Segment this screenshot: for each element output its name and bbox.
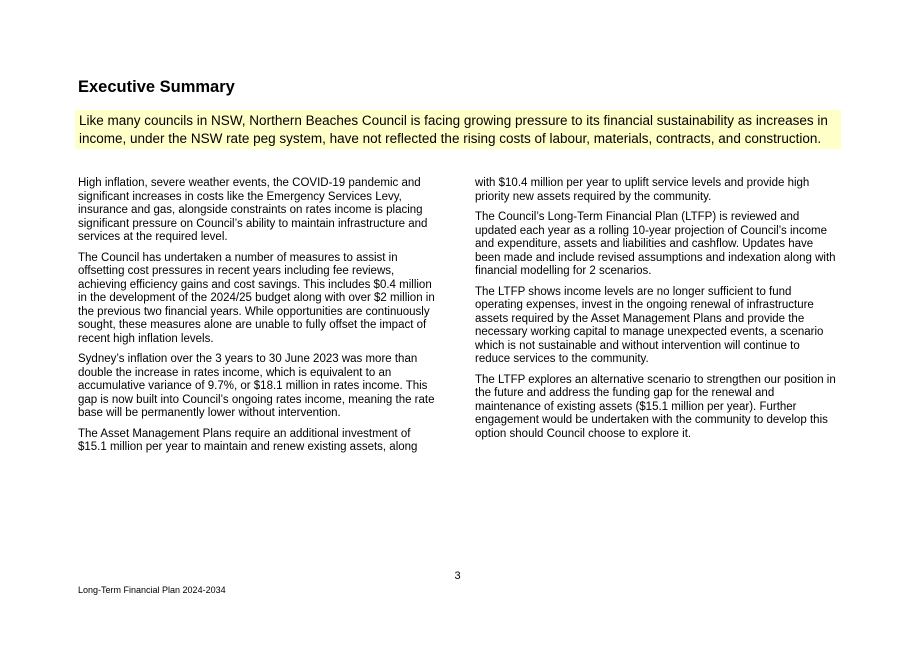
paragraph-left-3: Sydney’s inflation over the 3 years to 30 June 2023 was more than double the increase in rates income, which is equivalent to an accumulative variance of 9.7%, or $18.1 million in rates income. This gap is now built into Council’s ongoing rates income, meaning the rate base will be permanently lower without intervention. [78, 353, 435, 419]
paragraph-right-3: The LTFP shows income levels are no longer sufficient to fund operating expenses, invest in the ongoing renewal of infrastructure assets required by the Asset Management Plans and provide the necessary working capital to manage unexpected events, a scenario which is not sustainable and without intervention will continue to reduce services to the community. [475, 285, 824, 365]
paragraph-right-4: The LTFP explores an alternative scenario to strengthen our position in the future and address the funding gap for the renewal and maintenance of existing assets ($15.1 million per year). Further engagement would be undertaken with the community to develop this option should Council choose to explore it. [475, 373, 836, 440]
paragraph-left-4: The Asset Management Plans require an additional investment of $15.1 million per year to maintain and renew existing assets, along [78, 427, 418, 453]
left-column [78, 177, 440, 462]
paragraph-right-2: The Council’s Long-Term Financial Plan (LTFP) is reviewed and updated each year as a rolling 10-year projection of Council’s income and expenditure, assets and liabilities and cashflow. Updates have been made and include revised assumptions and indexation along with financial modelling for 2 scenarios. [475, 211, 836, 277]
body-columns [78, 177, 838, 462]
right-column [475, 177, 837, 462]
page-number: 3 [454, 570, 461, 582]
highlight-paragraph: Like many councils in NSW, Northern Beaches Council is facing growing pressure to its financial sustainability as increases in income, under the NSW rate peg system, have not reflected the rising costs of labour, materials, contracts, and construction. [75, 110, 841, 149]
paragraph-left-2: The Council has undertaken a number of measures to assist in offsetting cost pressures in recent years including fee reviews, achieving efficiency gains and cost savings. This includes $0.4 million in the development of the 2024/25 budget along with over $2 million in the previous two financial years. While opportunities are continuously sought, these measures alone are unable to fully offset the impact of recent high inflation levels. [78, 251, 435, 345]
page-title: Executive Summary [78, 78, 235, 96]
footer-doc-title: Long-Term Financial Plan 2024-2034 [78, 585, 226, 595]
paragraph-left-1: High inflation, severe weather events, the COVID-19 pandemic and significant increases in costs like the Emergency Services Levy, insurance and gas, alongside constraints on rates income is placing significant pressure on Council’s ability to maintain infrastructure and services at the required level. [78, 177, 428, 243]
paragraph-right-1: with $10.4 million per year to uplift service levels and provide high priority new assets required by the community. [475, 177, 810, 203]
